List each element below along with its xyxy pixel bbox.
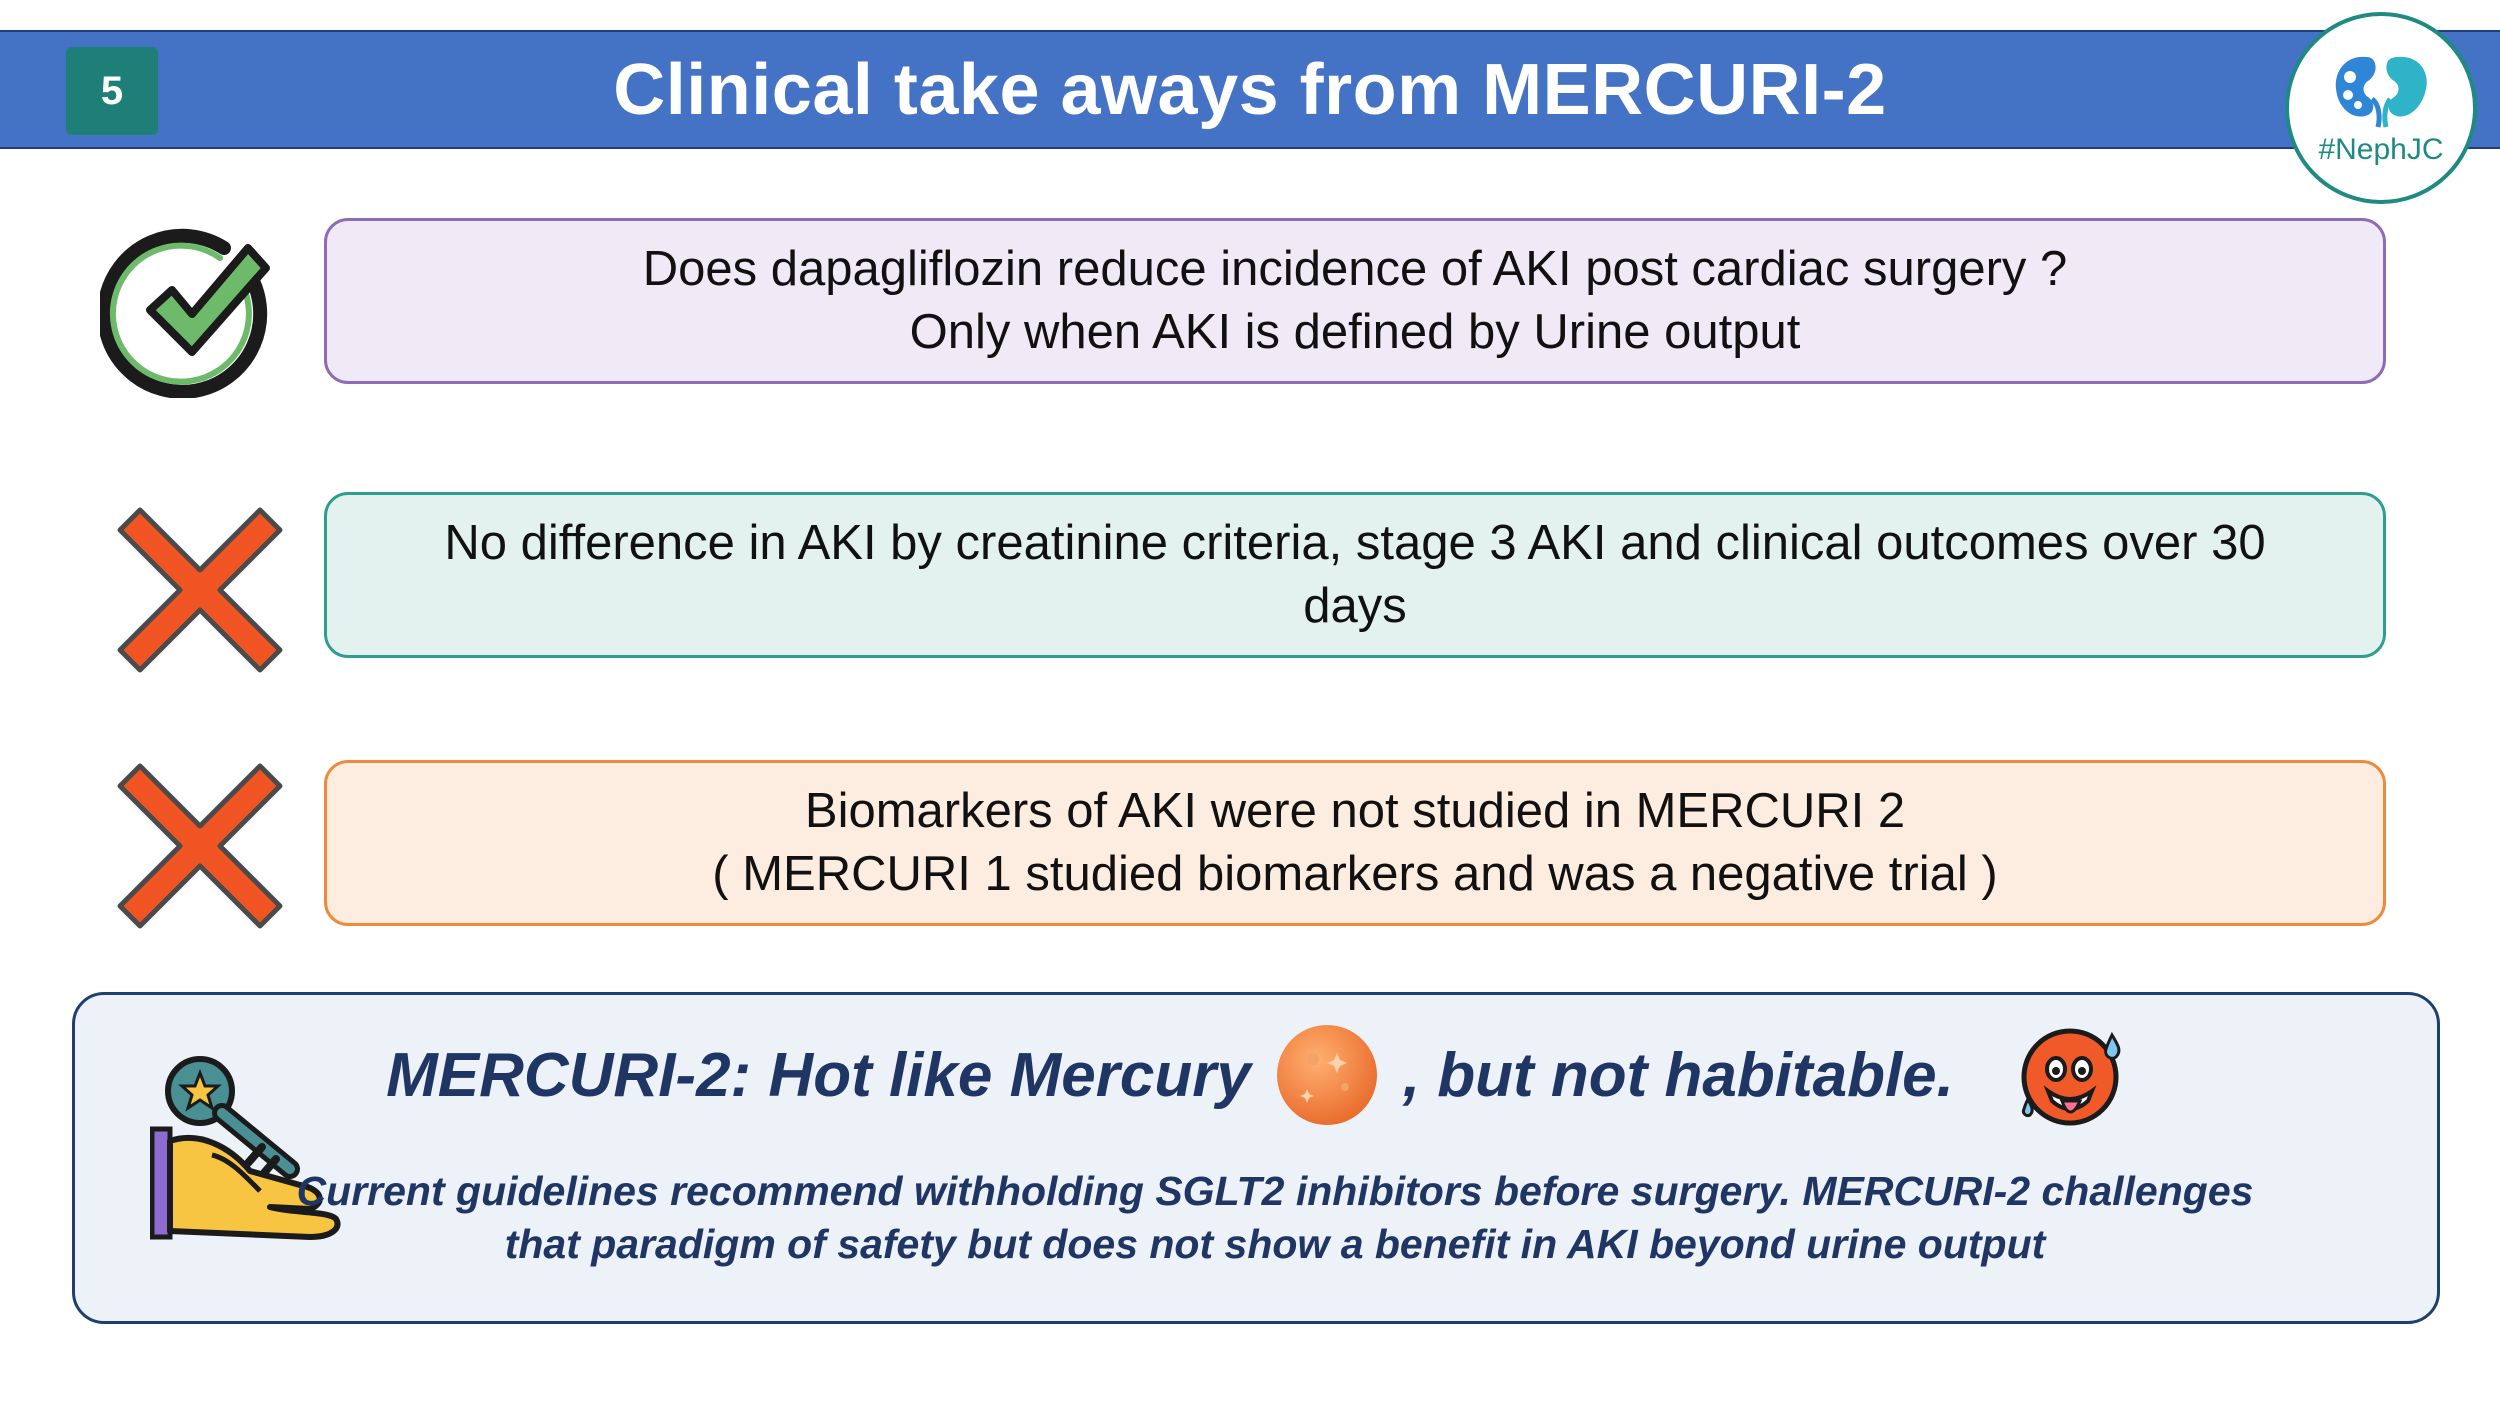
row-2-line-1: No difference in AKI by creatinine criteria, stage 3 AKI and clinical outcomes over 30: [444, 516, 2266, 570]
nephjc-logo: [2285, 12, 2477, 204]
takeaway-body-line-1: Current guidelines recommend withholding SGLT2 inhibitors before surgery. MERCURI-2 challenges: [296, 1168, 2254, 1214]
takeaway-body-line-2: that paradigm of safety but does not show a benefit in AKI beyond urine output: [504, 1221, 2046, 1267]
planet-mercury-icon: [1275, 1023, 1379, 1127]
takeaway-box-creatinine: [324, 492, 2386, 658]
cross-icon: [110, 756, 290, 936]
slide-number-badge: 5: [66, 47, 158, 135]
row-1-line-1: Does dapagliflozin reduce incidence of AKI post cardiac surgery ?: [642, 242, 2068, 296]
row-2-line-2: days: [1303, 579, 1407, 633]
hot-face-emoji-icon: [2018, 1021, 2126, 1129]
slide-title: Clinical take aways from MERCURI-2: [613, 49, 1887, 130]
key-takeaway-panel: [72, 992, 2440, 1324]
row-3-line-1: Biomarkers of AKI were not studied in MERCURI 2: [804, 784, 1906, 838]
slide-title-container: [0, 30, 2500, 149]
takeaway-box-dapagliflozin: [324, 218, 2386, 384]
kidney-icon: [2326, 49, 2436, 129]
headline-part-1: MERCURI-2: Hot like Mercury: [386, 1040, 1251, 1110]
logo-text: #NephJC: [2318, 133, 2444, 166]
takeaway-body: [275, 1165, 2275, 1271]
row-1-line-2: Only when AKI is defined by Urine output: [909, 305, 1801, 359]
takeaway-headline: [75, 995, 2437, 1155]
check-circle-icon: [100, 218, 280, 398]
row-3-line-2: ( MERCURI 1 studied biomarkers and was a negative trial ): [712, 847, 1998, 901]
cross-icon: [110, 500, 290, 680]
headline-part-2: , but not habitable.: [1402, 1040, 1954, 1110]
takeaway-box-biomarkers: [324, 760, 2386, 926]
